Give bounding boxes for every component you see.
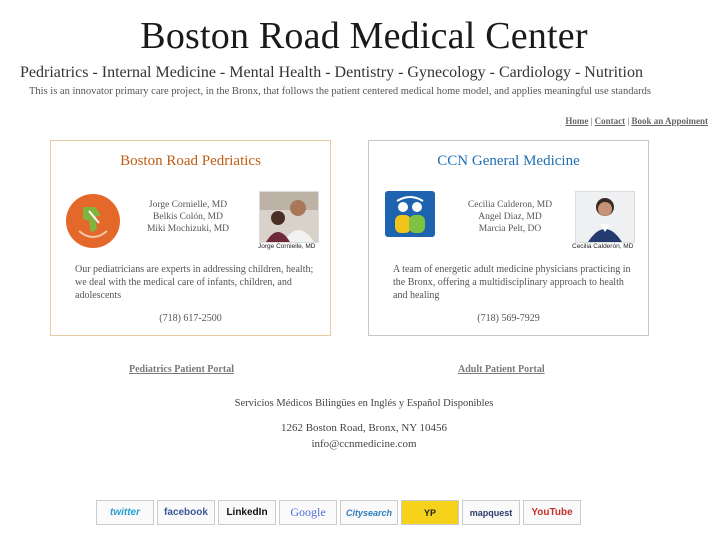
top-nav [565,116,708,126]
general-medicine-description: A team of energetic adult medicine physicians practicing in the Bronx, offering a multidisciplinary approach to health and healing [393,264,631,301]
nav-book-appointment-link[interactable]: Book an Appoiment [631,116,708,126]
adult-patient-portal-link[interactable]: Adult Patient Portal [458,364,545,375]
linkedin-icon[interactable]: LinkedIn [218,500,276,525]
doctor-name: Angel Diaz, MD [478,212,542,222]
citysearch-icon[interactable]: Citysearch [340,500,398,525]
pediatrics-logo-icon [65,193,121,253]
nav-separator: | [590,116,593,126]
bilingual-services-note: Servicios Médicos Bilingües en Inglés y Español Disponibles [234,398,494,409]
nav-contact-link[interactable]: Contact [594,116,626,126]
doctor-name: Jorge Cornielle, MD [148,200,228,210]
general-medicine-card-title: CCN General Medicine [437,153,580,169]
social-links [96,500,581,525]
youtube-icon[interactable]: YouTube [523,500,581,525]
page-title: Boston Road Medical Center [140,15,588,57]
general-medicine-phone[interactable]: (718) 569-7929 [477,313,540,324]
photo-caption: Jorge Cornielle, MD [258,243,316,250]
pediatrics-phone[interactable]: (718) 617-2500 [159,313,222,324]
nav-home-link[interactable]: Home [565,116,589,126]
general-medicine-card[interactable] [368,140,649,336]
pediatrics-card-title: Boston Road Pedriatics [120,153,261,169]
doctor-name: Belkis Colón, MD [153,212,223,222]
mapquest-icon[interactable]: mapquest [462,500,520,525]
general-medicine-doctors-list [455,199,565,235]
pediatrics-description: Our pediatricians are experts in addressing children, health; we deal with the medical care of infants, children, and adolescents [75,264,314,301]
tagline: This is an innovator primary care project, in the Bronx, that follows the patient centered medical home model, and applies meaningful use standards [29,86,651,97]
yellow-pages-icon[interactable]: YP [401,500,459,525]
pediatrics-card[interactable] [50,140,331,336]
google-icon[interactable]: Google [279,500,337,525]
doctor-photo [259,191,319,243]
doctor-name: Cecilia Calderon, MD [467,200,553,210]
specialties-line: Pedriatrics - Internal Medicine - Mental Health - Dentistry - Gynecology - Cardiology - Nutrition [20,64,643,81]
pediatrics-patient-portal-link[interactable]: Pediatrics Patient Portal [129,364,234,375]
doctor-photo [575,191,635,243]
address: 1262 Boston Road, Bronx, NY 10456 [280,422,448,434]
nav-separator: | [627,116,630,126]
photo-caption: Cecilia Calderón, MD [572,243,634,250]
pediatrics-doctors-list [133,199,243,235]
doctor-name: Miki Mochizuki, MD [146,224,230,234]
general-medicine-logo-icon [385,191,435,241]
facebook-icon[interactable]: facebook [157,500,215,525]
twitter-icon[interactable]: twitter [96,500,154,525]
email-link[interactable]: info@ccnmedicine.com [311,438,417,450]
doctor-name: Marcia Pelt, DO [478,224,542,234]
